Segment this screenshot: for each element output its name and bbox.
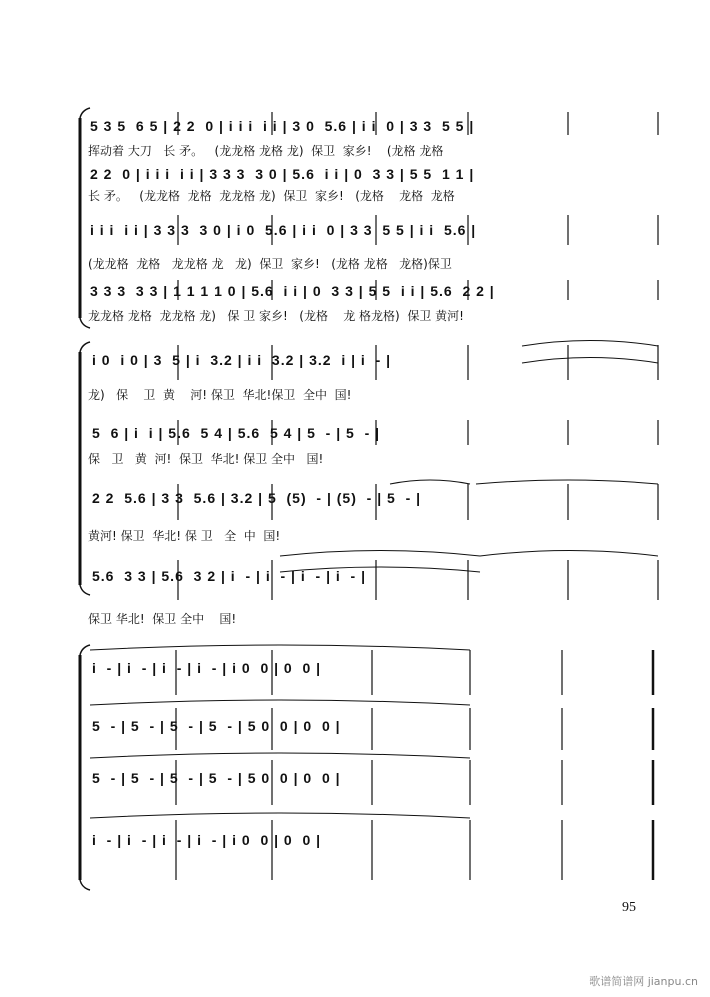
s1-row2-lyrics: 长 矛。 (龙龙格 龙格 龙龙格 龙) 保卫 家乡! (龙格 龙格 龙格 xyxy=(88,189,455,203)
system3-barlines xyxy=(176,650,562,880)
s2-row3-notes: 2 2 5.6 | 3 3 5.6 | 3.2 | 5 (5) - | (5) - | 5 - | xyxy=(92,490,422,506)
tie-arcs xyxy=(90,341,658,819)
s1-row1-lyrics: 挥动着 大刀 长 矛。 (龙龙格 龙格 龙) 保卫 家乡! (龙格 龙格 xyxy=(88,144,444,158)
system1-brace xyxy=(80,108,90,328)
watermark-text: 歌谱简谱网 jianpu.cn xyxy=(589,975,698,988)
s2-row1-notes: i 0 i 0 | 3 5 | i 3.2 | i i 3.2 | 3.2 i | i - | xyxy=(92,352,392,368)
s1-row4-lyrics: 龙龙格 龙格 龙龙格 龙) 保 卫 家乡! (龙格 龙 格龙格) 保卫 黄河! xyxy=(88,309,464,323)
s2-row4-lyrics: 保卫 华北! 保卫 全中 国! xyxy=(88,612,237,626)
s2-row3-lyrics: 黄河! 保卫 华北! 保 卫 全 中 国! xyxy=(88,529,281,543)
s3-row3-notes: 5 - | 5 - | 5 - | 5 - | 5 0 0 | 0 0 | xyxy=(92,770,341,786)
s3-row4-notes: i - | i - | i - | i - | i 0 0 | 0 0 | xyxy=(92,832,322,848)
s2-row1-lyrics: 龙) 保 卫 黄 河! 保卫 华北!保卫 全中 国! xyxy=(88,388,352,402)
s2-row2-notes: 5 6 | i i | 5.6 5 4 | 5.6 5 4 | 5 - | 5 - | xyxy=(92,425,381,441)
s1-row1-notes: 5 3 5 6 5 | 2 2 0 | i i i i i | 3 0 5.6 | i i 0 | 3 3 5 5 | xyxy=(90,118,475,134)
s2-row4-notes: 5.6 3 3 | 5.6 3 2 | i - | i - | i - | i - | xyxy=(92,568,367,584)
s3-row1-notes: i - | i - | i - | i - | i 0 0 | 0 0 | xyxy=(92,660,322,676)
s1-row3-notes: i i i i i | 3 3 3 3 0 | i 0 5.6 | i i 0 | 3 3 5 5 | i i 5.6 | xyxy=(90,222,477,238)
page-number: 95 xyxy=(622,900,636,915)
s1-row3-lyrics: (龙龙格 龙格 龙龙格 龙 龙) 保卫 家乡! (龙格 龙格 龙格)保卫 xyxy=(88,257,452,271)
s1-row4-notes: 3 3 3 3 3 | 1 1 1 1 0 | 5.6 i i | 0 3 3 | 5 5 i i | 5.6 2 2 | xyxy=(90,283,495,299)
system2-brace xyxy=(80,342,90,595)
s3-row2-notes: 5 - | 5 - | 5 - | 5 - | 5 0 0 | 0 0 | xyxy=(92,718,341,734)
s2-row2-lyrics: 保 卫 黄 河! 保卫 华北! 保卫 全中 国! xyxy=(88,452,324,466)
system2-barlines xyxy=(178,345,658,600)
system1-barlines xyxy=(178,112,658,300)
system3-brace xyxy=(80,645,90,890)
s1-row2-notes: 2 2 0 | i i i i i | 3 3 3 3 0 | 5.6 i i | 0 3 3 | 5 5 1 1 | xyxy=(90,166,475,182)
